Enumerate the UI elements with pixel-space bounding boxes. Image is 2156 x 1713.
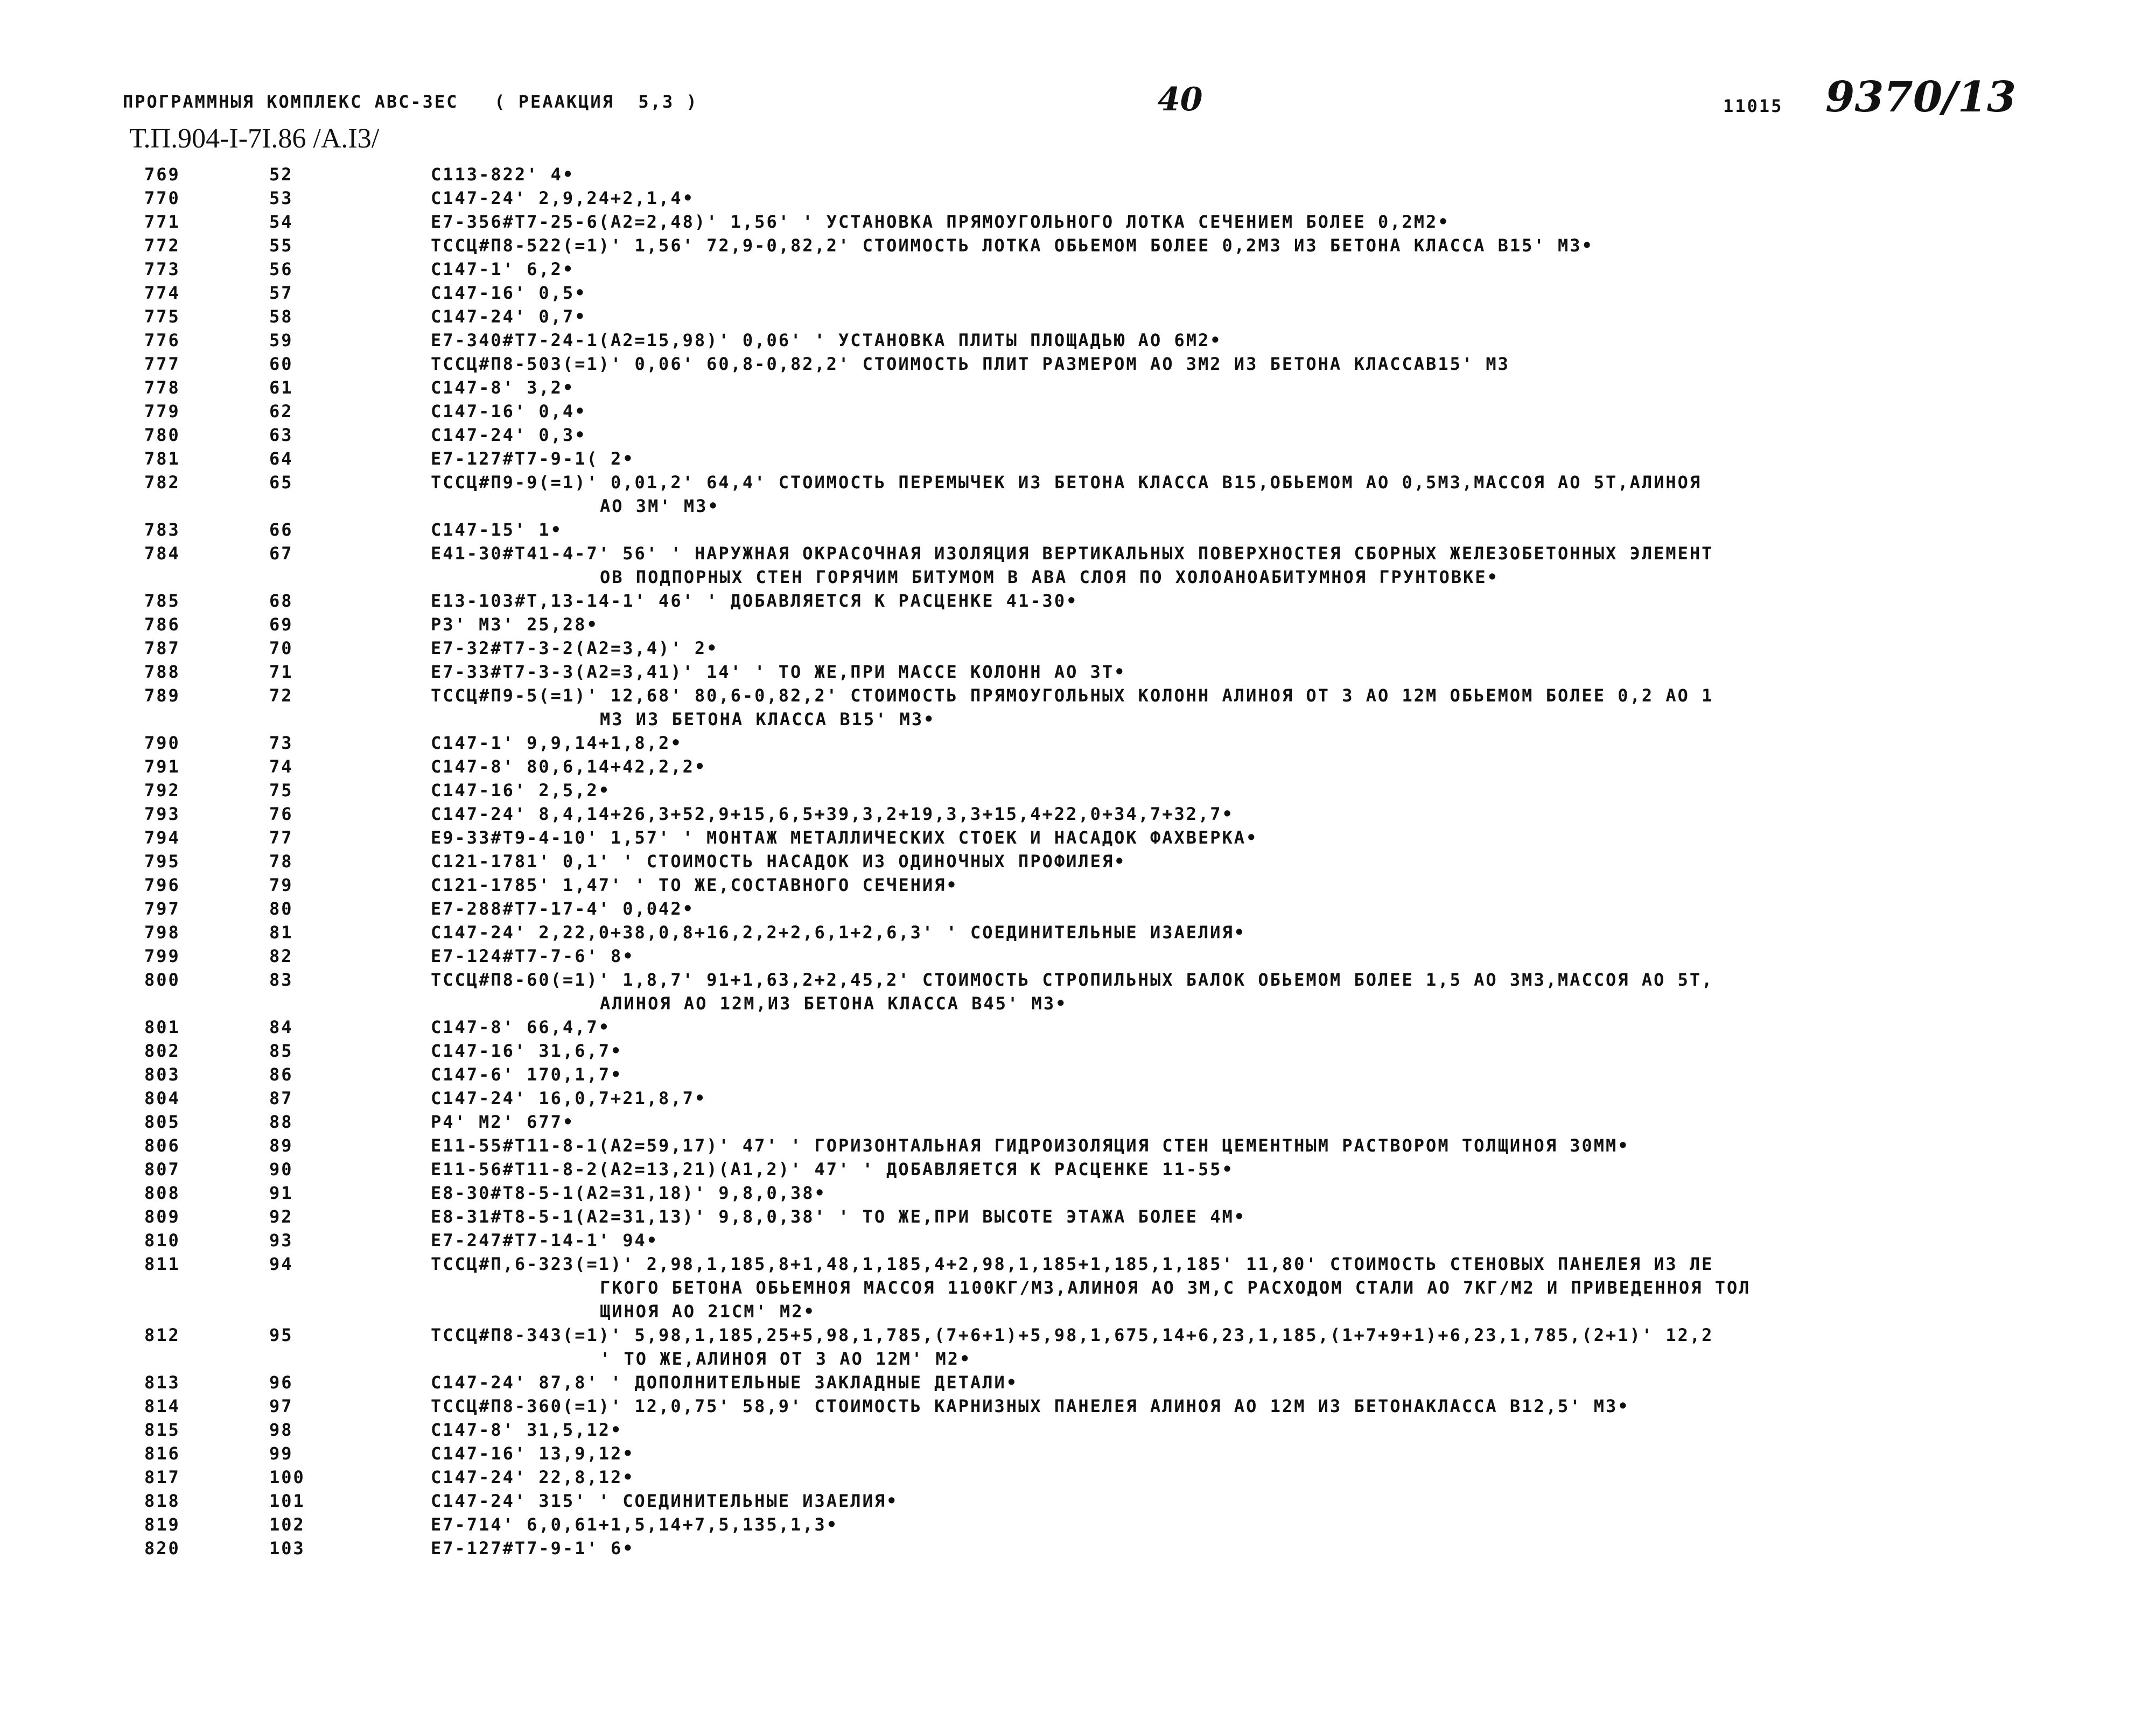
item-number: 71	[269, 662, 293, 682]
listing-row	[0, 731, 2156, 755]
record-number: 810	[144, 1230, 180, 1251]
entry-line: Е9-33#Т9-4-10' 1,57' ' МОНТАЖ МЕТАЛЛИЧЕСКИХ СТОЕК И НАСАДОК ФАХВЕРКА•	[431, 827, 1258, 848]
entry-text	[431, 850, 2062, 873]
listing-row	[0, 518, 2156, 542]
item-number: 97	[269, 1396, 293, 1416]
listing-row	[0, 1110, 2156, 1134]
item-number: 77	[269, 827, 293, 848]
record-number: 777	[144, 354, 180, 374]
record-number: 772	[144, 235, 180, 256]
entry-line: Е7-32#Т7-3-2(А2=3,4)' 2•	[431, 638, 719, 658]
item-number: 87	[269, 1088, 293, 1108]
record-number: 804	[144, 1088, 180, 1108]
record-number: 791	[144, 756, 180, 777]
record-number: 812	[144, 1325, 180, 1345]
record-number: 819	[144, 1514, 180, 1535]
entry-text	[431, 210, 2062, 234]
entry-line: С147-16' 0,4•	[431, 401, 587, 422]
entry-text	[431, 802, 2062, 826]
listing-row	[0, 1418, 2156, 1442]
entry-line: С147-24' 22,8,12•	[431, 1467, 635, 1487]
entry-line: С121-1785' 1,47' ' ТО ЖЕ,СОСТАВНОГО СЕЧЕНИЯ•	[431, 875, 958, 895]
record-number: 815	[144, 1420, 180, 1440]
record-number: 793	[144, 804, 180, 824]
listing-row	[0, 471, 2156, 518]
entry-text	[431, 234, 2062, 257]
item-number: 78	[269, 851, 293, 872]
item-number: 53	[269, 188, 293, 208]
entry-text	[431, 1536, 2062, 1560]
entry-continuation-line: М3 ИЗ БЕТОНА КЛАССА В15' М3•	[600, 709, 936, 729]
record-number: 802	[144, 1041, 180, 1061]
entry-line: С147-24' 8,4,14+26,3+52,9+15,6,5+39,3,2+19,3,3+15,4+22,0+34,7+32,7•	[431, 804, 1234, 824]
item-number: 93	[269, 1230, 293, 1251]
item-number: 95	[269, 1325, 293, 1345]
listing-row	[0, 305, 2156, 328]
record-number: 820	[144, 1538, 180, 1558]
record-number: 781	[144, 448, 180, 469]
entry-continuation-line: ЩИНОЯ АО 21СМ' М2•	[600, 1301, 816, 1322]
entry-line: Е7-247#Т7-14-1' 94•	[431, 1230, 659, 1251]
record-number: 785	[144, 591, 180, 611]
item-number: 90	[269, 1159, 293, 1180]
item-number: 70	[269, 638, 293, 658]
entry-line: С147-1' 9,9,14+1,8,2•	[431, 733, 683, 753]
entry-text	[431, 636, 2062, 660]
item-number: 55	[269, 235, 293, 256]
listing-row	[0, 684, 2156, 731]
listing-row	[0, 1015, 2156, 1039]
entry-line: С121-1781' 0,1' ' СТОИМОСТЬ НАСАДОК ИЗ ОДИНОЧНЫХ ПРОФИЛЕЯ•	[431, 851, 1126, 872]
entry-text	[431, 731, 2062, 755]
entry-text	[431, 684, 2062, 731]
entry-line: ТССЦ#П9-5(=1)' 12,68' 80,6-0,82,2' СТОИМОСТЬ ПРЯМОУГОЛЬНЫХ КОЛОНН АЛИНОЯ ОТ 3 АО 12М ОБЬЕМОМ БОЛЕЕ 0,2 АО 1	[431, 685, 1714, 706]
record-number: 771	[144, 212, 180, 232]
listing-row	[0, 850, 2156, 873]
listing-row	[0, 778, 2156, 802]
entry-line: С147-8' 80,6,14+42,2,2•	[431, 756, 707, 777]
listing-row	[0, 1181, 2156, 1205]
listing-row	[0, 210, 2156, 234]
entry-text	[431, 1015, 2062, 1039]
item-number: 86	[269, 1064, 293, 1085]
item-number: 56	[269, 259, 293, 279]
entry-line: Е13-103#Т,13-14-1' 46' ' ДОБАВЛЯЕТСЯ К РАСЦЕНКЕ 41-30•	[431, 591, 1079, 611]
entry-text	[431, 1489, 2062, 1513]
record-number: 776	[144, 330, 180, 350]
item-number: 98	[269, 1420, 293, 1440]
entry-line: ТССЦ#П8-343(=1)' 5,98,1,185,25+5,98,1,785,(7+6+1)+5,98,1,675,14+6,23,1,185,(1+7+9+1)+6,23,1,785,(2+1)' 12,2	[431, 1325, 1714, 1345]
entry-line: С147-8' 31,5,12•	[431, 1420, 623, 1440]
entry-line: Е7-124#Т7-7-6' 8•	[431, 946, 635, 966]
item-number: 57	[269, 283, 293, 303]
entry-text	[431, 778, 2062, 802]
entry-text	[431, 968, 2062, 1015]
listing-row	[0, 423, 2156, 447]
listing-row	[0, 826, 2156, 850]
entry-line: С113-822' 4•	[431, 164, 575, 185]
entry-line: ТССЦ#П8-522(=1)' 1,56' 72,9-0,82,2' СТОИМОСТЬ ЛОТКА ОБЬЕМОМ БОЛЕЕ 0,2М3 ИЗ БЕТОНА КЛАССА В15' М3•	[431, 235, 1594, 256]
record-number: 799	[144, 946, 180, 966]
record-number: 774	[144, 283, 180, 303]
entry-line: Е7-127#Т7-9-1' 6•	[431, 1538, 635, 1558]
item-number: 92	[269, 1206, 293, 1227]
entry-text	[431, 1252, 2062, 1323]
entry-text	[431, 944, 2062, 968]
entry-text	[431, 447, 2062, 471]
record-number: 801	[144, 1017, 180, 1037]
record-number: 770	[144, 188, 180, 208]
entry-text	[431, 257, 2062, 281]
listing-row	[0, 1513, 2156, 1536]
entry-line: С147-1' 6,2•	[431, 259, 575, 279]
entry-continuation-line: АО 3М' М3•	[600, 496, 720, 516]
entry-line: ТССЦ#П8-360(=1)' 12,0,75' 58,9' СТОИМОСТЬ КАРНИЗНЫХ ПАНЕЛЕЯ АЛИНОЯ АО 12М ИЗ БЕТОНАКЛАССА В12,5' М3•	[431, 1396, 1630, 1416]
record-number: 789	[144, 685, 180, 706]
item-number: 75	[269, 780, 293, 801]
item-number: 60	[269, 354, 293, 374]
entry-line: Е11-56#Т11-8-2(А2=13,21)(А1,2)' 47' ' ДОБАВЛЯЕТСЯ К РАСЦЕНКЕ 11-55•	[431, 1159, 1234, 1180]
record-number: 787	[144, 638, 180, 658]
entry-line: Е11-55#Т11-8-1(А2=59,17)' 47' ' ГОРИЗОНТАЛЬНАЯ ГИДРОИЗОЛЯЦИЯ СТЕН ЦЕМЕНТНЫМ РАСТВОРОМ ТОЛЩИНОЯ 30ММ•	[431, 1135, 1630, 1156]
record-number: 813	[144, 1372, 180, 1393]
entry-text	[431, 471, 2062, 518]
listing-row	[0, 281, 2156, 305]
entry-text	[431, 1418, 2062, 1442]
entry-text	[431, 1063, 2062, 1086]
listing-row	[0, 1465, 2156, 1489]
handwritten-archive-number: 9370/13	[1825, 73, 2017, 122]
record-number: 779	[144, 401, 180, 422]
entry-line: Е8-31#Т8-5-1(А2=31,13)' 9,8,0,38' ' ТО ЖЕ,ПРИ ВЫСОТЕ ЭТАЖА БОЛЕЕ 4М•	[431, 1206, 1247, 1227]
record-number: 795	[144, 851, 180, 872]
record-number: 784	[144, 543, 180, 564]
record-number: 788	[144, 662, 180, 682]
record-number: 807	[144, 1159, 180, 1180]
record-number: 775	[144, 306, 180, 327]
item-number: 99	[269, 1443, 293, 1464]
entry-text	[431, 542, 2062, 589]
entry-line: Е7-356#Т7-25-6(А2=2,48)' 1,56' ' УСТАНОВКА ПРЯМОУГОЛЬНОГО ЛОТКА СЕЧЕНИЕМ БОЛЕЕ 0,2М2•	[431, 212, 1450, 232]
listing-row	[0, 802, 2156, 826]
listing-row	[0, 660, 2156, 684]
listing-row	[0, 376, 2156, 399]
record-number: 816	[144, 1443, 180, 1464]
entry-text	[431, 1394, 2062, 1418]
entry-line: Е41-30#Т41-4-7' 56' ' НАРУЖНАЯ ОКРАСОЧНАЯ ИЗОЛЯЦИЯ ВЕРТИКАЛЬНЫХ ПОВЕРХНОСТЕЯ СБОРНЫХ ЖЕЛЕЗОБЕТОННЫХ ЭЛЕМЕНТ	[431, 543, 1714, 564]
entry-line: С147-16' 13,9,12•	[431, 1443, 635, 1464]
entry-line: С147-24' 0,7•	[431, 306, 587, 327]
entry-line: С147-24' 2,22,0+38,0,8+16,2,2+2,6,1+2,6,3' ' СОЕДИНИТЕЛЬНЫЕ ИЗАЕЛИЯ•	[431, 922, 1247, 943]
entry-text	[431, 1371, 2062, 1394]
item-number: 79	[269, 875, 293, 895]
record-number: 769	[144, 164, 180, 185]
record-number: 818	[144, 1491, 180, 1511]
record-number: 778	[144, 377, 180, 398]
item-number: 94	[269, 1254, 293, 1274]
entry-line: С147-16' 0,5•	[431, 283, 587, 303]
listing-row	[0, 589, 2156, 613]
listing-row	[0, 257, 2156, 281]
item-number: 80	[269, 898, 293, 919]
item-number: 83	[269, 970, 293, 990]
item-number: 102	[269, 1514, 305, 1535]
entry-line: С147-24' 2,9,24+2,1,4•	[431, 188, 695, 208]
entry-text	[431, 281, 2062, 305]
record-number: 783	[144, 519, 180, 540]
item-number: 64	[269, 448, 293, 469]
listing-row	[0, 1394, 2156, 1418]
record-number: 811	[144, 1254, 180, 1274]
listing-row	[0, 1536, 2156, 1560]
listing-row	[0, 944, 2156, 968]
listing-row	[0, 968, 2156, 1015]
listing-row	[0, 1063, 2156, 1086]
listing-row	[0, 1489, 2156, 1513]
entry-line: Е7-340#Т7-24-1(А2=15,98)' 0,06' ' УСТАНОВКА ПЛИТЫ ПЛОЩАДЬЮ АО 6М2•	[431, 330, 1222, 350]
item-number: 88	[269, 1112, 293, 1132]
item-number: 82	[269, 946, 293, 966]
listing-row	[0, 1205, 2156, 1228]
record-number: 806	[144, 1135, 180, 1156]
item-number: 61	[269, 377, 293, 398]
listing-row	[0, 186, 2156, 210]
record-number: 794	[144, 827, 180, 848]
record-number: 805	[144, 1112, 180, 1132]
entry-line: Е7-714' 6,0,61+1,5,14+7,5,135,1,3•	[431, 1514, 839, 1535]
listing-row	[0, 1228, 2156, 1252]
record-number: 803	[144, 1064, 180, 1085]
entry-line: С147-8' 66,4,7•	[431, 1017, 611, 1037]
entry-line: С147-6' 170,1,7•	[431, 1064, 623, 1085]
entry-text	[431, 423, 2062, 447]
item-number: 66	[269, 519, 293, 540]
listing-row	[0, 1086, 2156, 1110]
record-number: 798	[144, 922, 180, 943]
program-title: ПРОГРАММНЫЯ КОМПЛЕКС АВС-ЗЕС ( РЕААКЦИЯ 5,3 )	[123, 92, 698, 112]
record-number: 800	[144, 970, 180, 990]
listing-row	[0, 328, 2156, 352]
entry-line: Е7-288#Т7-17-4' 0,042•	[431, 898, 695, 919]
entry-text	[431, 660, 2062, 684]
entry-text	[431, 873, 2062, 897]
entry-continuation-line: АЛИНОЯ АО 12М,ИЗ БЕТОНА КЛАССА В45' М3•	[600, 993, 1068, 1014]
entry-line: С147-16' 2,5,2•	[431, 780, 611, 801]
listing-row	[0, 1252, 2156, 1323]
record-number: 786	[144, 614, 180, 635]
record-number: 792	[144, 780, 180, 801]
item-number: 85	[269, 1041, 293, 1061]
page-header	[0, 0, 2156, 162]
page-number: 40	[1158, 81, 1203, 118]
item-number: 65	[269, 472, 293, 493]
record-number: 817	[144, 1467, 180, 1487]
item-number: 67	[269, 543, 293, 564]
entry-text	[431, 1205, 2062, 1228]
item-number: 63	[269, 425, 293, 445]
listing-row	[0, 636, 2156, 660]
listing-row	[0, 1157, 2156, 1181]
item-number: 103	[269, 1538, 305, 1558]
entry-line: С147-24' 0,3•	[431, 425, 587, 445]
entry-text	[431, 613, 2062, 636]
entry-line: Р3' М3' 25,28•	[431, 614, 599, 635]
entry-text	[431, 1228, 2062, 1252]
item-number: 100	[269, 1467, 305, 1487]
record-number: 797	[144, 898, 180, 919]
item-number: 54	[269, 212, 293, 232]
item-number: 96	[269, 1372, 293, 1393]
listing-row	[0, 1039, 2156, 1063]
entry-text	[431, 518, 2062, 542]
listing-row	[0, 873, 2156, 897]
listing-row	[0, 234, 2156, 257]
item-number: 76	[269, 804, 293, 824]
project-code: Т.П.904-I-7I.86 /А.I3/	[129, 123, 380, 154]
entry-text	[431, 1465, 2062, 1489]
item-number: 72	[269, 685, 293, 706]
record-number: 796	[144, 875, 180, 895]
item-number: 101	[269, 1491, 305, 1511]
entry-continuation-line: ОВ ПОДПОРНЫХ СТЕН ГОРЯЧИМ БИТУМОМ В АВА СЛОЯ ПО ХОЛОАНОАБИТУМНОЯ ГРУНТОВКЕ•	[600, 567, 1499, 587]
entry-line: С147-24' 87,8' ' ДОПОЛНИТЕЛЬНЫЕ ЗАКЛАДНЫЕ ДЕТАЛИ•	[431, 1372, 1019, 1393]
entry-text	[431, 1134, 2062, 1157]
entry-line: С147-24' 315' ' СОЕДИНИТЕЛЬНЫЕ ИЗАЕЛИЯ•	[431, 1491, 899, 1511]
item-number: 74	[269, 756, 293, 777]
entry-line: ТССЦ#П8-60(=1)' 1,8,7' 91+1,63,2+2,45,2' СТОИМОСТЬ СТРОПИЛЬНЫХ БАЛОК ОБЬЕМОМ БОЛЕЕ 1,5 АО 3М3,МАССОЯ АО 5Т,	[431, 970, 1714, 990]
item-number: 89	[269, 1135, 293, 1156]
entry-line: С147-24' 16,0,7+21,8,7•	[431, 1088, 707, 1108]
item-number: 62	[269, 401, 293, 422]
listing-row	[0, 1323, 2156, 1371]
entry-text	[431, 897, 2062, 921]
entry-text	[431, 376, 2062, 399]
listing-row	[0, 399, 2156, 423]
item-number: 58	[269, 306, 293, 327]
entry-line: Р4' М2' 677•	[431, 1112, 575, 1132]
entry-line: ТССЦ#П9-9(=1)' 0,01,2' 64,4' СТОИМОСТЬ ПЕРЕМЫЧЕК ИЗ БЕТОНА КЛАССА В15,ОБЬЕМОМ АО 0,5М3,МАССОЯ АО 5Т,АЛИНОЯ	[431, 472, 1702, 493]
entry-text	[431, 1442, 2062, 1465]
entry-text	[431, 1110, 2062, 1134]
entry-line: С147-8' 3,2•	[431, 377, 575, 398]
entry-line: Е7-127#Т7-9-1( 2•	[431, 448, 635, 469]
entry-text	[431, 1039, 2062, 1063]
record-number: 780	[144, 425, 180, 445]
entry-text	[431, 186, 2062, 210]
entry-continuation-line: ГКОГО БЕТОНА ОБЬЕМНОЯ МАССОЯ 1100КГ/М3,АЛИНОЯ АО 3М,С РАСХОДОМ СТАЛИ АО 7КГ/М2 И ПРИВЕДЕННОЯ ТОЛ	[600, 1277, 1751, 1298]
entry-text	[431, 826, 2062, 850]
listing-row	[0, 1442, 2156, 1465]
listing-row	[0, 755, 2156, 778]
record-number: 773	[144, 259, 180, 279]
item-number: 73	[269, 733, 293, 753]
entry-line: ТССЦ#П,6-323(=1)' 2,98,1,185,8+1,48,1,185,4+2,98,1,185+1,185,1,185' 11,80' СТОИМОСТЬ СТЕНОВЫХ ПАНЕЛЕЯ ИЗ ЛЕ	[431, 1254, 1714, 1274]
entry-text	[431, 1513, 2062, 1536]
entry-line: С147-15' 1•	[431, 519, 563, 540]
listing-row	[0, 542, 2156, 589]
entry-text	[431, 921, 2062, 944]
estimate-listing	[0, 163, 2156, 1560]
item-number: 52	[269, 164, 293, 185]
listing-row	[0, 1371, 2156, 1394]
entry-continuation-line: ' ТО ЖЕ,АЛИНОЯ ОТ 3 АО 12М' М2•	[600, 1349, 972, 1369]
entry-line: ТССЦ#П8-503(=1)' 0,06' 60,8-0,82,2' СТОИМОСТЬ ПЛИТ РАЗМЕРОМ АО 3М2 ИЗ БЕТОНА КЛАССАВ15' М3	[431, 354, 1510, 374]
entry-text	[431, 163, 2062, 186]
entry-text	[431, 755, 2062, 778]
entry-text	[431, 1181, 2062, 1205]
item-number: 69	[269, 614, 293, 635]
entry-text	[431, 1086, 2062, 1110]
record-number: 790	[144, 733, 180, 753]
record-number: 809	[144, 1206, 180, 1227]
listing-row	[0, 1134, 2156, 1157]
entry-text	[431, 352, 2062, 376]
item-number: 59	[269, 330, 293, 350]
listing-row	[0, 613, 2156, 636]
listing-row	[0, 897, 2156, 921]
item-number: 84	[269, 1017, 293, 1037]
record-number: 814	[144, 1396, 180, 1416]
listing-row	[0, 163, 2156, 186]
item-number: 81	[269, 922, 293, 943]
entry-text	[431, 399, 2062, 423]
item-number: 68	[269, 591, 293, 611]
listing-row	[0, 447, 2156, 471]
entry-text	[431, 328, 2062, 352]
record-number: 782	[144, 472, 180, 493]
entry-text	[431, 1323, 2062, 1371]
entry-line: Е8-30#Т8-5-1(А2=31,18)' 9,8,0,38•	[431, 1183, 827, 1203]
entry-line: С147-16' 31,6,7•	[431, 1041, 623, 1061]
document-number: 11015	[1723, 96, 1783, 116]
item-number: 91	[269, 1183, 293, 1203]
entry-text	[431, 589, 2062, 613]
listing-row	[0, 352, 2156, 376]
record-number: 808	[144, 1183, 180, 1203]
entry-text	[431, 305, 2062, 328]
entry-line: Е7-33#Т7-3-3(А2=3,41)' 14' ' ТО ЖЕ,ПРИ МАССЕ КОЛОНН АО 3Т•	[431, 662, 1126, 682]
listing-row	[0, 921, 2156, 944]
entry-text	[431, 1157, 2062, 1181]
